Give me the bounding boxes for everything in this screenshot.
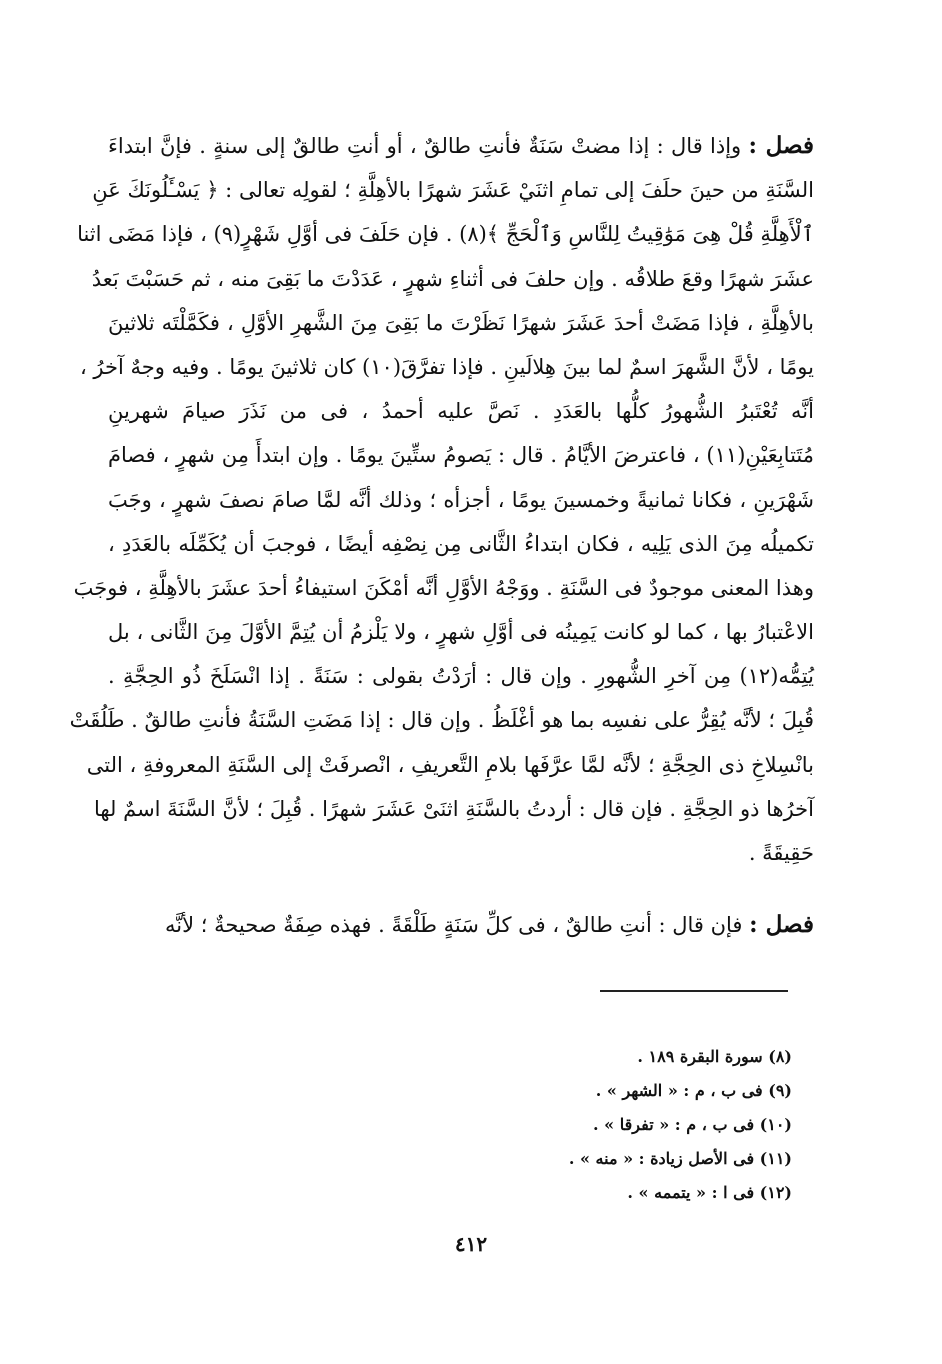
text-line: يُتِمُّه(١٢) مِن آخرِ الشُّهورِ . وإن قال : أرَدْتُ بقولى : سَنَةً . إذا انْسَلَخَ ذُو الحِجَّةِ . [108, 664, 814, 689]
footnote: (١١) فى الأصل زيادة : « منه » . [568, 1149, 792, 1168]
text-line: حَقِيقَةً . [748, 841, 814, 865]
footnote: (٨) سورة البقرة ١٨٩ . [637, 1047, 792, 1066]
text-line: مُتَتابِعَيْنِ(١١) ، فاعترضَ الأيَّامُ . قال : يَصومُ ستِّينَ يومًا . وإن ابتدأَ مِن شهرٍ ، فصامَ [108, 443, 814, 468]
text-line: آخرُها ذو الحِجَّةِ . فإن قال : أردتُ بالسَّنَةِ اثنَىْ عَشَرَ شهرًا . قُبِلَ ؛ لأنَّ السَّنَةَ اسمٌ لها [93, 796, 814, 821]
text-line: فصل : فإن قال : أنتِ طالقٌ ، فى كلِّ سَنَةٍ طَلْقَةً . فهذه صِفَةٌ صحيحةٌ ؛ لأنَّه [164, 911, 814, 939]
page-number: ٤١٢ [454, 1232, 488, 1256]
footnote-separator [600, 990, 788, 992]
text-line: الاعْتبارُ بها ، كما لو كانت يَمِينُه فى أوَّلِ شهرٍ ، ولا يَلْزمُ أن يُتِمَّ الأوَّلَ مِنَ الثَّانى ، بل [108, 620, 814, 645]
text-line: عشَرَ شهرًا وقعَ طلاقُه . وإن حلفَ فى أثناءِ شهرٍ ، عَدَدْتَ ما بَقِىَ منه ، ثم حَسَبْتَ بَعدُ [91, 266, 814, 291]
section-keyword: فصل : [749, 911, 814, 939]
section-keyword: فصل : [748, 132, 814, 159]
text-line: بانْسِلاخِ ذى الحِجَّةِ ؛ لأنَّه لمَّا عرَّفَها بلامِ التَّعريفِ ، انْصرفَتْ إلى السَّنَةِ المعروفةِ ، التى [86, 752, 814, 777]
footnotes [392, 1040, 792, 1210]
text-line: شَهْرَينِ ، فكانا ثمانيةً وخمسينَ يومًا ، أجزأه ؛ وذلك أنَّه لمَّا صامَ نصفَ شهرٍ ، وجَبَ [108, 487, 814, 512]
text-line: وهذا المعنى موجودٌ فى السَّنَةِ . ووَجْهُ الأوَّلِ أنَّه أمْكَنَ استيفاءُ أحدَ عشَرَ بالأهِلَّةِ ، فوجَبَ [73, 575, 814, 600]
text-line: قُبِلَ ؛ لأنَّه يُقِرُّ على نفسِه بما هو أغْلَظُ . وإن قال : إذا مَضَتِ السَّنَةُ فأنتِ طالقٌ . طَلُقَتْ [69, 708, 814, 733]
text-line: السَّنَةِ من حينَ حلَفَ إلى تمامِ اثنَيْ عَشَرَ شهرًا بالأهِلَّةِ ؛ لقولِه تعالى : ﴿ يَسْـَٔلُونَكَ عَنِ [92, 178, 814, 203]
footnote: (٩) فى ب ، م : « الشهر » . [595, 1081, 792, 1100]
text-line: ٱلْأَهِلَّةِ قُلْ هِىَ مَوَٰقِيتُ لِلنَّاسِ وَٱلْحَجِّ ﴾(٨) . فإن حَلَفَ فى أوَّلِ شَهْرٍ(٩) ، فإذا مَضَى اثنا [77, 222, 814, 247]
text-line: يومًا ، لأنَّ الشَّهرَ اسمٌ لما بينَ هِلالَينِ . فإذا تفرَّقَ(١٠) كان ثلاثينَ يومًا . وفيه وجهٌ آخرُ ، [79, 354, 814, 379]
text-line: فصل : وإذا قال : إذا مضتْ سَنَةٌ فأنتِ طالقٌ ، أو أنتِ طالقٌ إلى سنةٍ . فإنَّ ابتداءَ [108, 132, 814, 159]
main-text [69, 124, 814, 947]
footnote: (١٢) فى ا : « يتممه » . [627, 1183, 792, 1202]
text-line: تكميلُه مِنَ الذى يَلِيه ، فكان ابتداءُ الثَّانى مِن نِصْفِه أيضًا ، فوجبَ أن يُكَمِّلَه بالعَدَدِ ، [108, 531, 814, 556]
section-gap [108, 875, 814, 903]
text-line: بالأهِلَّةِ ، فإذا مَضَتْ أحدَ عَشَرَ شهرًا نَظَرْتَ ما بَقِىَ مِنَ الشَّهرِ الأوَّلِ ، فكَمَّلْتَه ثلاثينَ [108, 310, 814, 335]
text-line: أنَّه تُعْتَبرُ الشُّهورُ كلُّها بالعَدَدِ . نَصَّ عليه أحمدُ ، فى من نَذَرَ صيامَ شهرينِ [108, 399, 814, 424]
footnote: (١٠) فى ب ، م : « تفرقا » . [593, 1115, 792, 1134]
